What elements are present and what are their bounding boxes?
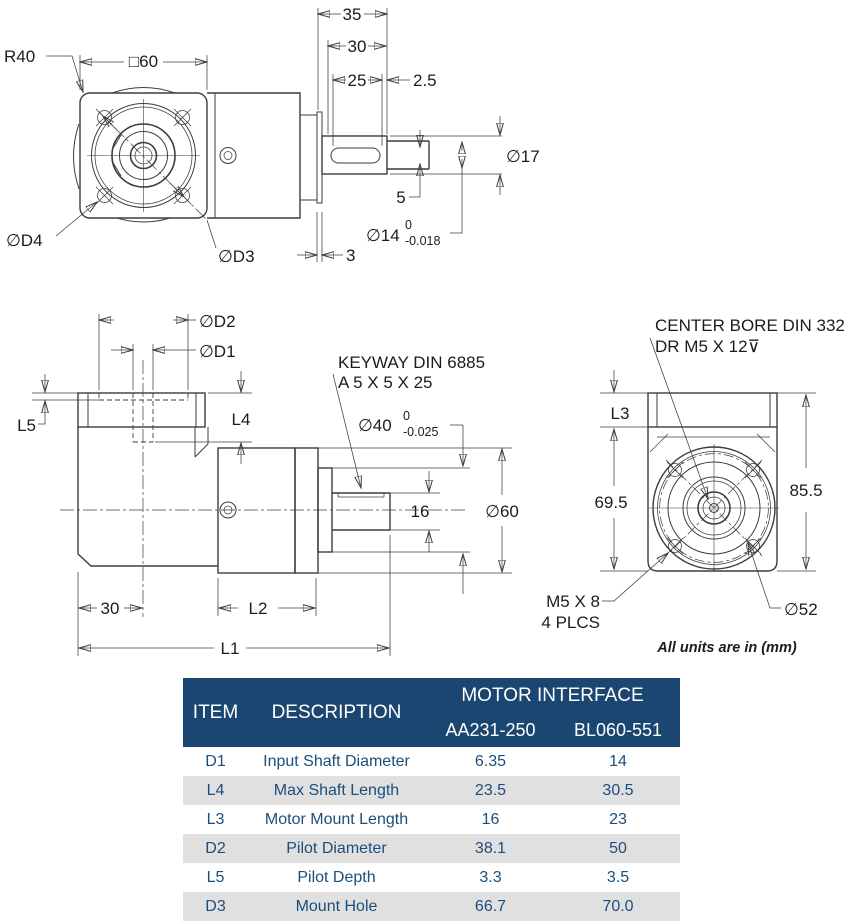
dim-5: 5 (396, 188, 406, 207)
col-header-motor-interface: MOTOR INTERFACE (425, 678, 680, 714)
cell-bl060-551: 30.5 (556, 776, 680, 805)
label-d3: ∅D3 (218, 247, 255, 266)
table-row (183, 834, 680, 863)
cell-bl060-551: 70.0 (556, 892, 680, 921)
cell-bl060-551: 23 (556, 805, 680, 834)
dim-2-5: 2.5 (413, 71, 437, 90)
cell-item: L3 (183, 805, 248, 834)
cell-bl060-551: 50 (556, 834, 680, 863)
cell-aa231-250: 16 (425, 805, 556, 834)
dim-69-5: 69.5 (594, 493, 628, 512)
cell-aa231-250: 38.1 (425, 834, 556, 863)
table-row (183, 776, 680, 805)
dim-30-side: 30 (100, 599, 120, 618)
spec-table-header (183, 678, 680, 747)
cell-aa231-250: 66.7 (425, 892, 556, 921)
dim-16: 16 (410, 502, 430, 521)
label-r40: R40 (4, 47, 36, 66)
dim-25: 25 (347, 71, 367, 90)
m5x8-note-line2: 4 PLCS (541, 613, 600, 632)
dia14-tol-hi: 0 (405, 218, 412, 232)
cell-bl060-551: 14 (556, 747, 680, 776)
dim-3: 3 (346, 246, 356, 265)
cell-item: L4 (183, 776, 248, 805)
dim-dia60: ∅60 (485, 502, 519, 521)
table-row (183, 747, 680, 776)
cell-aa231-250: 3.3 (425, 863, 556, 892)
cell-bl060-551: 3.5 (556, 863, 680, 892)
cell-item: D2 (183, 834, 248, 863)
label-l4: L4 (231, 410, 251, 429)
col-header-item: ITEM (183, 678, 248, 747)
label-d2: ∅D2 (199, 312, 236, 331)
side-view (60, 360, 468, 617)
rear-view (648, 393, 779, 572)
label-l1: L1 (220, 639, 240, 658)
motor-interface-spec-table (183, 678, 680, 921)
centerbore-note-line2: DR M5 X 12⊽ (655, 337, 761, 356)
label-d1: ∅D1 (199, 342, 236, 361)
side-view-dimensions (17, 312, 519, 658)
centerbore-note-line1: CENTER BORE DIN 332 (655, 316, 845, 335)
dia14-tol-lo: -0.018 (405, 234, 441, 248)
dim-sq60: □60 (128, 52, 159, 71)
label-l3: L3 (610, 404, 630, 423)
col-header-description: DESCRIPTION (248, 678, 425, 747)
dim-35: 35 (342, 5, 362, 24)
cell-item: D3 (183, 892, 248, 921)
dim-dia17: ∅17 (506, 147, 540, 166)
keyway-note-line1: KEYWAY DIN 6885 (338, 353, 486, 372)
cell-item: D1 (183, 747, 248, 776)
rear-view-dimensions (541, 316, 844, 656)
top-front-view (74, 88, 430, 223)
dia40-tol-lo: -0.025 (403, 425, 439, 439)
label-l5: L5 (17, 416, 36, 435)
cell-description: Max Shaft Length (248, 776, 425, 805)
cell-description: Mount Hole (248, 892, 425, 921)
cell-aa231-250: 6.35 (425, 747, 556, 776)
units-note: All units are in (mm) (657, 640, 797, 656)
cell-description: Motor Mount Length (248, 805, 425, 834)
m5x8-note-line1: M5 X 8 (546, 592, 600, 611)
dim-dia14: ∅14 (366, 226, 400, 245)
cell-description: Pilot Diameter (248, 834, 425, 863)
cell-item: L5 (183, 863, 248, 892)
cell-description: Input Shaft Diameter (248, 747, 425, 776)
label-l2: L2 (248, 599, 268, 618)
top-view-dimensions (4, 5, 540, 266)
col-header-bl060-551: BL060-551 (556, 714, 680, 747)
label-d4: ∅D4 (6, 231, 43, 250)
dim-85-5: 85.5 (789, 481, 823, 500)
cell-description: Pilot Depth (248, 863, 425, 892)
keyway-note-line2: A 5 X 5 X 25 (338, 373, 433, 392)
dim-30: 30 (347, 37, 367, 56)
dim-dia40: ∅40 (358, 416, 392, 435)
table-row (183, 863, 680, 892)
cell-aa231-250: 23.5 (425, 776, 556, 805)
table-row (183, 892, 680, 921)
table-row (183, 805, 680, 834)
dia40-tol-hi: 0 (403, 409, 410, 423)
dim-dia52: ∅52 (784, 600, 818, 619)
col-header-aa231-250: AA231-250 (425, 714, 556, 747)
